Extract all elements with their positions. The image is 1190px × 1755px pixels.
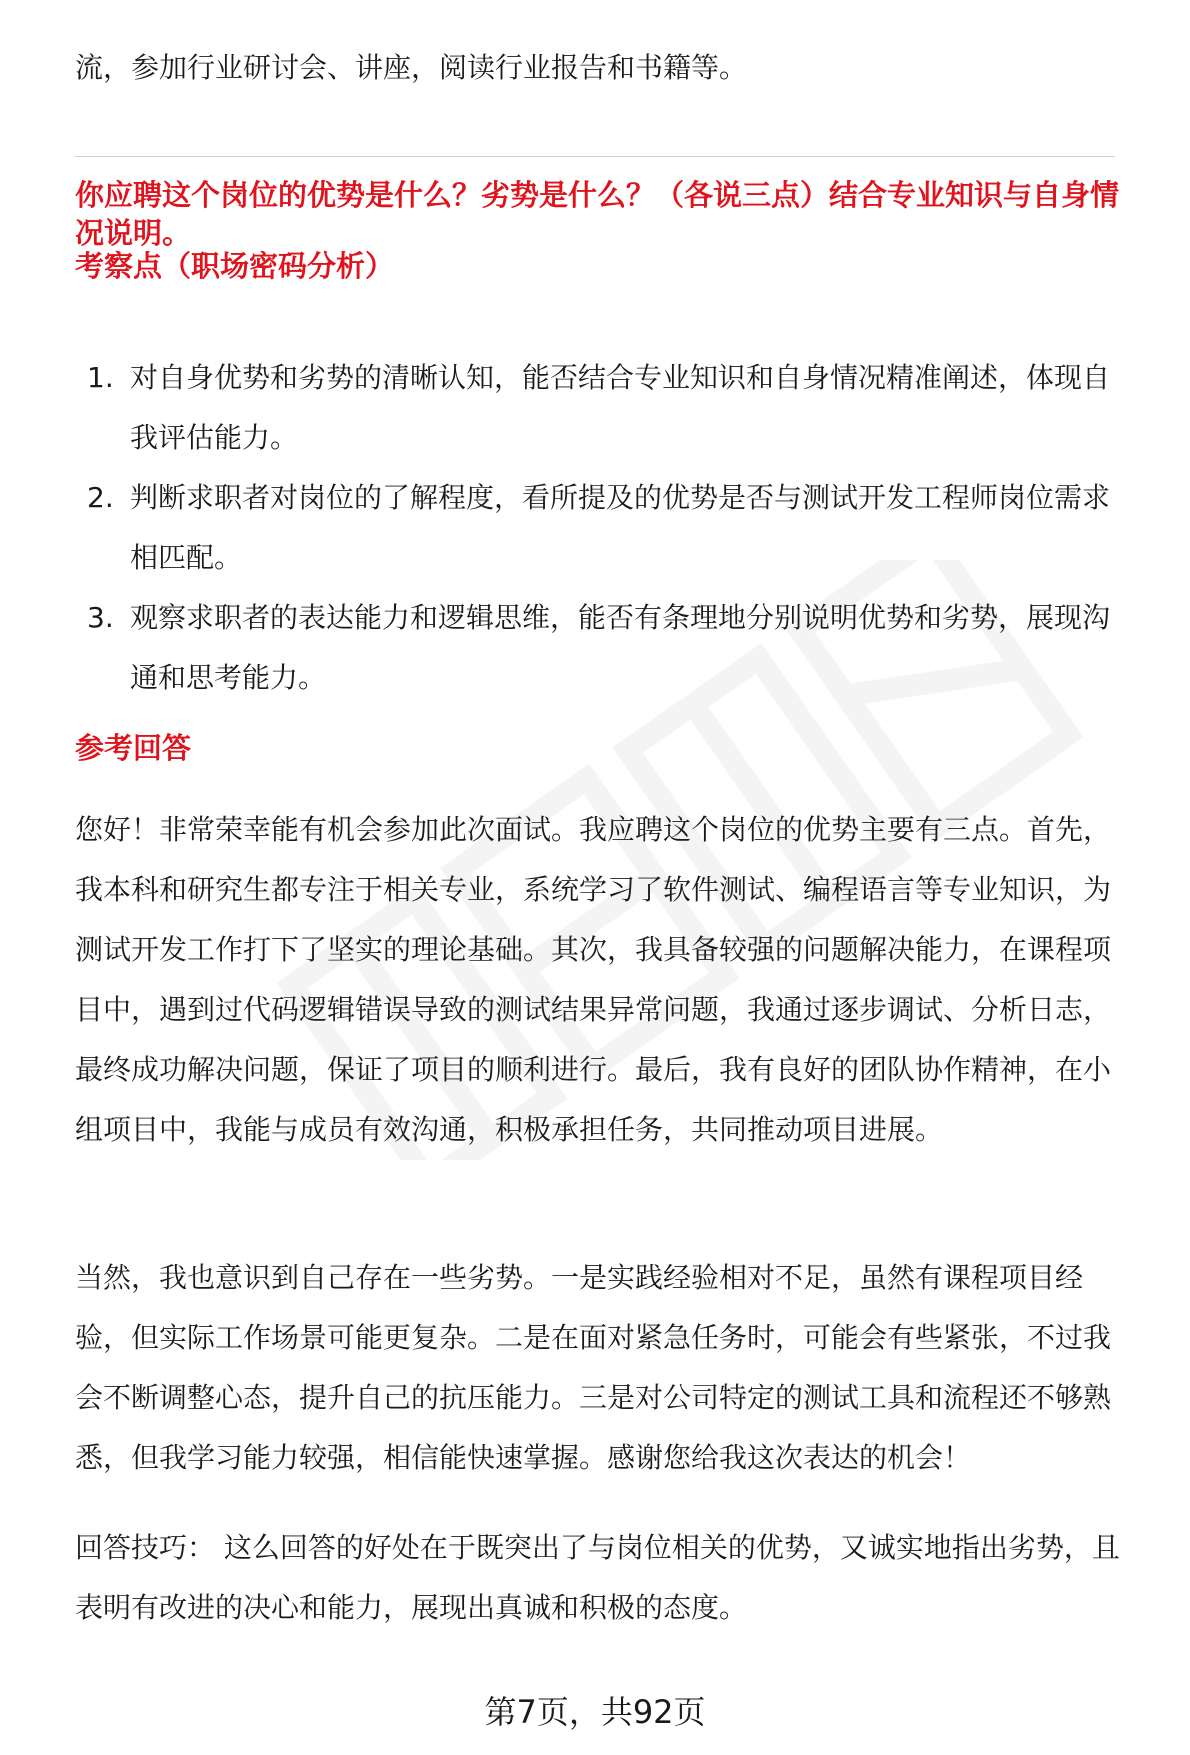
list-item: [75, 348, 1125, 468]
list-item-number: 1.: [87, 361, 114, 394]
list-item-text: 观察求职者的表达能力和逻辑思维，能否有条理地分别说明优势和劣势，展现沟通和思考能力。: [130, 601, 1111, 694]
list-item-number: 3.: [87, 601, 114, 634]
exam-points-heading: 考察点（职场密码分析）: [75, 249, 395, 283]
reference-answer-heading: 参考回答: [75, 731, 192, 765]
list-item: [75, 468, 1125, 588]
answer-paragraph-strengths: 您好！非常荣幸能有机会参加此次面试。我应聘这个岗位的优势主要有三点。首先，我本科和研究生都专注于相关专业，系统学习了软件测试、编程语言等专业知识，为测试开发工作打下了坚实的理论基础。其次，我具备较强的问题解决能力，在课程项目中，遇到过代码逻辑错误导致的测试结果异常问题，我通过逐步调试、分析日志，最终成功解决问题，保证了项目的顺利进行。最后，我有良好的团队协作精神，在小组项目中，我能与成员有效沟通，积极承担任务，共同推动项目进展。: [75, 813, 1112, 1146]
carryover-text: 流，参加行业研讨会、讲座，阅读行业报告和书籍等。: [75, 51, 748, 84]
list-item: [75, 588, 1125, 708]
question-title: 你应聘这个岗位的优势是什么？劣势是什么？（各说三点）结合专业知识与自身情况说明。: [75, 178, 1120, 250]
page-number: 第7页，共92页: [484, 1693, 706, 1731]
answer-paragraph-weaknesses: 当然，我也意识到自己存在一些劣势。一是实践经验相对不足，虽然有课程项目经验，但实际工作场景可能更复杂。二是在面对紧急任务时，可能会有些紧张，不过我会不断调整心态，提升自己的抗压能力。三是对公司特定的测试工具和流程还不够熟悉，但我学习能力较强，相信能快速掌握。感谢您给我这次表达的机会！: [75, 1261, 1112, 1474]
list-item-text: 对自身优势和劣势的清晰认知，能否结合专业知识和自身情况精准阐述，体现自我评估能力。: [130, 361, 1111, 454]
list-item-text: 判断求职者对岗位的了解程度，看所提及的优势是否与测试开发工程师岗位需求相匹配。: [130, 481, 1111, 574]
answer-tip: 回答技巧： 这么回答的好处在于既突出了与岗位相关的优势，又诚实地指出劣势，且表明有改进的决心和能力，展现出真诚和积极的态度。: [75, 1531, 1120, 1624]
section-divider: [75, 156, 1115, 157]
list-item-number: 2.: [87, 481, 114, 514]
exam-points-list: [75, 348, 1125, 708]
